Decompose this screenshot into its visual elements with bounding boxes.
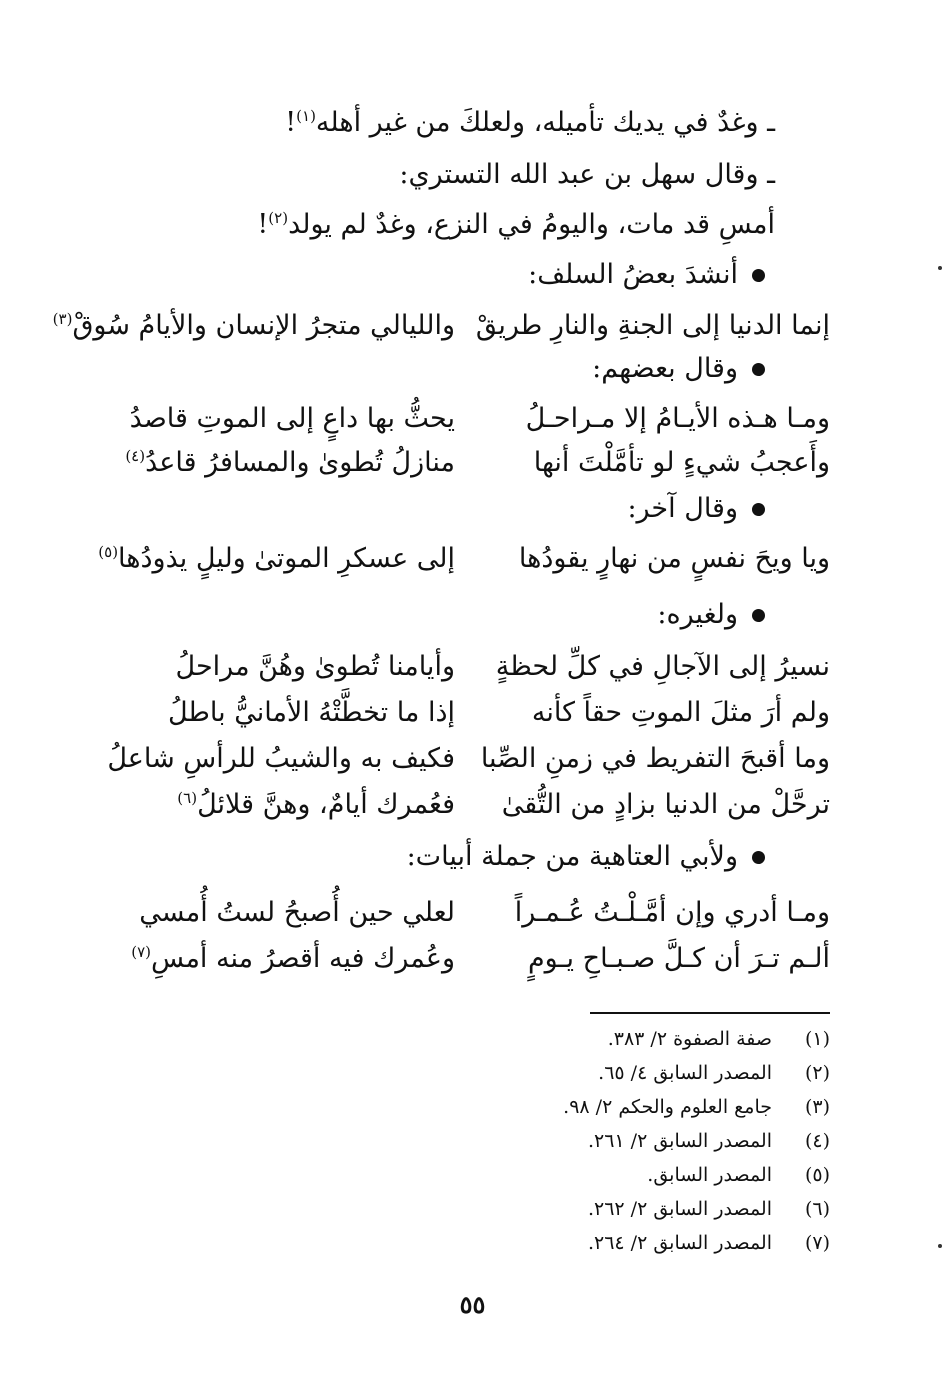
verse-hemistich-second: منازلُ تُطوىٰ والمسافرُ قاعدُ$^{(٤)}$	[125, 447, 455, 478]
footnote: (٧)المصدر السابق ٢/ ٢٦٤.	[587, 1232, 830, 1254]
verse-hemistich-first: إنما الدنيا إلى الجنةِ والنارِ طريقْ	[475, 310, 830, 341]
footnote-ref: (٥)	[98, 543, 119, 561]
verse-hemistich-first: نسيرُ إلى الآجالِ في كلِّ لحظةٍ	[495, 651, 830, 682]
section-heading: أنشدَ بعضُ السلف:	[528, 256, 765, 294]
bullet-icon	[752, 269, 765, 282]
footnote: (٦)المصدر السابق ٢/ ٢٦٢.	[587, 1198, 830, 1220]
prose-line: ـ وقال سهل بن عبد الله التستري:	[399, 159, 775, 190]
scan-speck	[938, 266, 942, 270]
verse-hemistich-first: ألـم تـرَ أن كـلَّ صـبـاحِ يـومٍ	[527, 943, 830, 974]
footnote: (٤)المصدر السابق ٢/ ٢٦١.	[587, 1130, 830, 1152]
footnote-ref: (٣)	[52, 310, 73, 328]
footnote-divider	[590, 1012, 830, 1014]
verse-hemistich-second: لعلي حين أُصبحُ لستُ أُمسي	[139, 897, 455, 928]
bullet-icon	[752, 609, 765, 622]
verse-hemistich-second: وعُمرك فيه أقصرُ منه أمسِ$^{(٧)}$	[131, 943, 455, 974]
footnote: (٥)المصدر السابق.	[647, 1164, 830, 1186]
verse-hemistich-first: وأَعجبُ شيءٍ لو تأمَّلْتَ أنها	[533, 447, 830, 478]
section-heading: ولغيره:	[657, 596, 765, 634]
verse-hemistich-second: والليالي متجرُ الإنسان والأيامُ سُوقْ$^{(٣)}$	[52, 310, 455, 341]
verse-hemistich-first: ترحَّلْ من الدنيا بزادٍ من التُّقىٰ	[501, 789, 830, 820]
verse-hemistich-first: ويا ويحَ نفسٍ من نهارٍ يقودُها	[518, 543, 830, 574]
verse-hemistich-second: فعُمرك أيامٌ، وهنَّ قلائلُ$^{(٦)}$	[177, 789, 455, 820]
footnote: (١)صفة الصفوة ٢/ ٣٨٣.	[607, 1028, 830, 1050]
verse-hemistich-first: ولم أرَ مثلَ الموتِ حقاً كأنه	[531, 697, 830, 728]
footnote-ref: (٦)	[177, 789, 198, 807]
footnote-ref: (٢)	[268, 209, 289, 227]
section-heading: ولأبي العتاهية من جملة أبيات:	[407, 838, 765, 876]
verse-hemistich-second: وأيامنا تُطوىٰ وهُنَّ مراحلُ	[175, 651, 455, 682]
bullet-icon	[752, 851, 765, 864]
verse-hemistich-second: فكيف به والشيبُ للرأسِ شاعلُ	[107, 743, 455, 774]
footnote: (٢)المصدر السابق ٤/ ٦٥.	[598, 1062, 830, 1084]
verse-hemistich-first: ومـا هـذه الأيـامُ إلا مـراحـلُ	[525, 403, 830, 434]
prose-line: أمسِ قد مات، واليومُ في النزع، وغدٌ لم يولد$^{(٢)}$!	[257, 209, 775, 240]
page-number: ٥٥	[459, 1290, 486, 1319]
section-heading: وقال بعضهم:	[592, 350, 765, 388]
footnote-ref: (١)	[296, 107, 316, 125]
footnote-ref: (٧)	[131, 943, 152, 961]
verse-hemistich-first: وما أقبحَ التفريط في زمنِ الصِّبا	[480, 743, 830, 774]
verse-hemistich-second: إذا ما تخطَّتْهُ الأمانيُّ باطلُ	[167, 697, 455, 728]
footnote-ref: (٤)	[125, 447, 146, 465]
verse-hemistich-second: يحثُّ بها داعٍ إلى الموتِ قاصدُ	[129, 403, 455, 434]
prose-line: ـ وغدٌ في يديك تأميله، ولعلكَ من غير أهله$^{(١)}$!	[285, 107, 775, 138]
scan-speck	[938, 1244, 942, 1248]
verse-hemistich-second: إلى عسكرِ الموتىٰ وليلٍ يذودُها$^{(٥)}$	[98, 543, 455, 574]
verse-hemistich-first: ومـا أدري وإن أمَّـلْـتُ عُـمـراً	[514, 897, 830, 928]
bullet-icon	[752, 503, 765, 516]
bullet-icon	[752, 363, 765, 376]
section-heading: وقال آخر:	[627, 490, 765, 528]
footnote: (٣)جامع العلوم والحكم ٢/ ٩٨.	[563, 1096, 830, 1118]
